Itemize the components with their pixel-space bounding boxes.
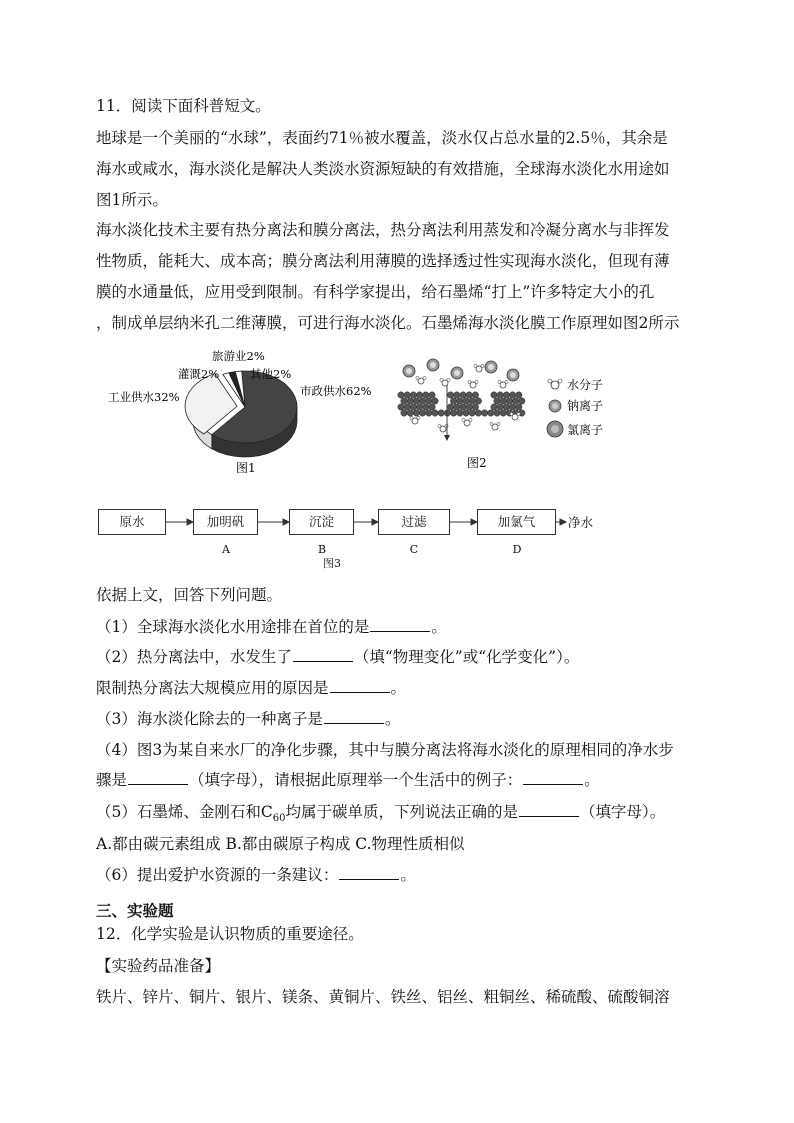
svg-text:钠离子: 钠离子 (567, 399, 604, 413)
questions-intro: 依据上文，回答下列问题。 (96, 586, 283, 604)
water-h (474, 364, 477, 367)
graphene-atom (398, 404, 404, 410)
graphene-atom (500, 410, 506, 416)
graphene-atom (497, 404, 503, 410)
graphene-atom (419, 398, 425, 404)
water-h (438, 424, 441, 427)
question-12-materials: 铁片、锌片、铜片、银片、镁条、黄铜片、铁丝、铝丝、粗铜丝、稀硫酸、硫酸铜溶 (96, 988, 670, 1006)
ion-core (406, 368, 412, 374)
graphene-atom (512, 398, 518, 404)
question-1: （1）全球海水淡化水用途排在首位的是 。 (96, 618, 447, 636)
figure-1-caption: 图1 (236, 461, 256, 475)
question-12-subheading: 【实验药品准备】 (96, 957, 221, 975)
question-6: （6）提出爱护水资源的一条建议： 。 (96, 866, 416, 884)
answer-blank[interactable] (330, 677, 390, 693)
answer-blank[interactable] (523, 769, 583, 785)
water-h (481, 364, 484, 367)
flow-box-add-chlorine: 加氯气 (477, 509, 556, 535)
water-h (468, 380, 471, 383)
graphene-atom (516, 392, 522, 398)
water-h (497, 422, 500, 425)
pie-label-industrial: 工业供水32% (108, 390, 180, 404)
water-molecule-icon (548, 379, 562, 389)
water-h (475, 380, 478, 383)
water-h (517, 412, 520, 415)
graphene-atom (426, 410, 432, 416)
graphene-atom (438, 410, 444, 416)
flow-end-clean-water: 净水 (568, 515, 594, 530)
step-label-b: B (317, 543, 327, 556)
water-h (423, 376, 426, 379)
graphene-atom (429, 404, 435, 410)
question-2: （2）热分离法中，水发生了 （填“物理变化”或“化学变化”）。 (96, 648, 580, 666)
answer-blank[interactable] (293, 646, 353, 662)
graphene-atom (469, 410, 475, 416)
water-h (510, 412, 513, 415)
graphene-atom (450, 410, 456, 416)
graphene-atom (516, 404, 522, 410)
water-h (447, 378, 450, 381)
legend-chloride-ion (547, 421, 603, 437)
passage-line: 性物质，能耗大、成本高；膜分离法利用薄膜的选择透过性实现海水淡化，但现有薄 (96, 252, 670, 270)
graphene-atom (472, 404, 478, 410)
graphene-atom (457, 398, 463, 404)
ion-core (488, 364, 494, 370)
question-5-options: A.都由碳元素组成 B.都由碳原子构成 C.物理性质相似 (96, 835, 465, 853)
graphene-atom (454, 392, 460, 398)
step-label-a: A (222, 543, 230, 556)
graphene-atom (463, 410, 469, 416)
graphene-atom (404, 392, 410, 398)
answer-blank[interactable] (324, 708, 384, 724)
graphene-atom (475, 398, 481, 404)
graphene-atom (494, 410, 500, 416)
graphene-atom (491, 392, 497, 398)
water-h (469, 418, 472, 421)
graphene-atom (429, 392, 435, 398)
pie-label-municipal: 市政供水62% (300, 384, 372, 398)
question-4-cont: 骤是 （填字母），请根据此原理举一个生活中的例子： 。 (96, 771, 600, 789)
graphene-atom (454, 404, 460, 410)
flow-arrows (0, 510, 794, 536)
question-5: （5）石墨烯、金刚石和$C_{60}$均属于碳单质，下列说法正确的是 （填字母）。 (96, 803, 666, 825)
step-label-c: C (409, 543, 419, 556)
water-h (462, 418, 465, 421)
water-h (410, 416, 413, 419)
graphene-atom (494, 398, 500, 404)
legend-water-molecule (548, 377, 603, 392)
water-h (440, 378, 443, 381)
graphene-atom (503, 404, 509, 410)
graphene-atom (463, 398, 469, 404)
question-3: （3）海水淡化除去的一种离子是 。 (96, 710, 401, 728)
graphene-atom (413, 398, 419, 404)
flow-box-add-alum: 加明矾 (193, 509, 258, 535)
graphene-atom (475, 410, 481, 416)
graphene-atom (416, 392, 422, 398)
graphene-atom (404, 404, 410, 410)
answer-blank[interactable] (128, 769, 188, 785)
graphene-atom (460, 392, 466, 398)
water-h (417, 416, 420, 419)
legend-sodium-ion (549, 398, 603, 413)
graphene-atom (488, 410, 494, 416)
graphene-atom (398, 392, 404, 398)
figure-1-pie-chart (100, 345, 390, 480)
passage-line: 海水淡化技术主要有热分离法和膜分离法，热分离法利用蒸发和冷凝分离水与非挥发 (96, 221, 670, 239)
water-h (445, 424, 448, 427)
passage-line: 海水或咸水，海水淡化是解决人类淡水资源短缺的有效措施，全球海水淡化水用途如 (96, 160, 670, 178)
passage-line: 膜的水通量低，应用受到限制。有科学家提出，给石墨烯“打上”许多特定大小的孔 (96, 283, 655, 301)
graphene-atom (519, 398, 525, 404)
graphene-atom (481, 410, 487, 416)
graphene-atom (407, 398, 413, 404)
svg-text:水分子: 水分子 (567, 378, 604, 392)
graphene-atom (413, 410, 419, 416)
graphene-atom (416, 404, 422, 410)
graphene-atom (447, 404, 453, 410)
graphene-atom (401, 398, 407, 404)
pie-label-tourism: 旅游业2% (212, 349, 265, 363)
pie-label-irrigation: 灌溉2% (178, 367, 220, 381)
graphene-atom (410, 404, 416, 410)
graphene-atom (423, 404, 429, 410)
graphene-atom (509, 404, 515, 410)
pie-label-other: 其他2% (250, 367, 292, 381)
passage-line: ，制成单层纳米孔二维薄膜，可进行海水淡化。石墨烯海水淡化膜工作原理如图2所示 (96, 314, 680, 332)
graphene-atom (460, 404, 466, 410)
svg-text:氯离子: 氯离子 (567, 423, 604, 437)
graphene-atom (506, 398, 512, 404)
flow-box-raw-water: 原水 (98, 509, 166, 535)
graphene-atom (407, 410, 413, 416)
graphene-atom (472, 392, 478, 398)
figure-3-caption: 图3 (323, 557, 341, 570)
flow-box-sedimentation: 沉淀 (289, 509, 354, 535)
graphene-atom (447, 392, 453, 398)
graphene-atom (500, 398, 506, 404)
section-heading: 三、实验题 (96, 901, 174, 920)
question-12-title: 12．化学实验是认识物质的重要途径。 (96, 925, 364, 943)
question-2-reason: 限制热分离法大规模应用的原因是 。 (96, 679, 407, 697)
ion-core (454, 370, 460, 376)
passage-line: 图1所示。 (96, 191, 168, 209)
graphene-atom (426, 398, 432, 404)
graphene-atom (457, 410, 463, 416)
water-h (505, 380, 508, 383)
question-11-title: 11．阅读下面科普短文。 (96, 97, 271, 115)
answer-blank[interactable] (370, 616, 430, 632)
answer-blank[interactable] (339, 864, 399, 880)
graphene-atom (497, 392, 503, 398)
graphene-atom (466, 404, 472, 410)
graphene-atom (432, 398, 438, 404)
graphene-atom (423, 392, 429, 398)
passage-line: 地球是一个美丽的“水球”，表面约71％被水覆盖，淡水仅占总水量的2.5％，其余是 (96, 129, 668, 147)
graphene-atom (419, 410, 425, 416)
graphene-atom (503, 392, 509, 398)
water-h (490, 422, 493, 425)
figure-2-membrane-diagram (395, 355, 635, 475)
figure-2-caption: 图2 (467, 456, 487, 470)
ion-core (510, 372, 516, 378)
water-h (416, 376, 419, 379)
water-h (498, 380, 501, 383)
graphene-atom (410, 392, 416, 398)
graphene-atom (401, 410, 407, 416)
graphene-atom (491, 404, 497, 410)
graphene-atom (469, 398, 475, 404)
flow-box-filtration: 过滤 (378, 509, 450, 535)
graphene-atom (432, 410, 438, 416)
question-4: （4）图3为某自来水厂的净化步骤，其中与膜分离法将海水淡化的原理相同的净水步 (96, 741, 674, 759)
step-label-d: D (512, 543, 522, 556)
graphene-atom (466, 392, 472, 398)
graphene-atom (509, 392, 515, 398)
flow-arrowhead (444, 435, 450, 441)
graphene-atom (450, 398, 456, 404)
answer-blank[interactable] (519, 801, 579, 817)
ion-core (430, 362, 436, 368)
